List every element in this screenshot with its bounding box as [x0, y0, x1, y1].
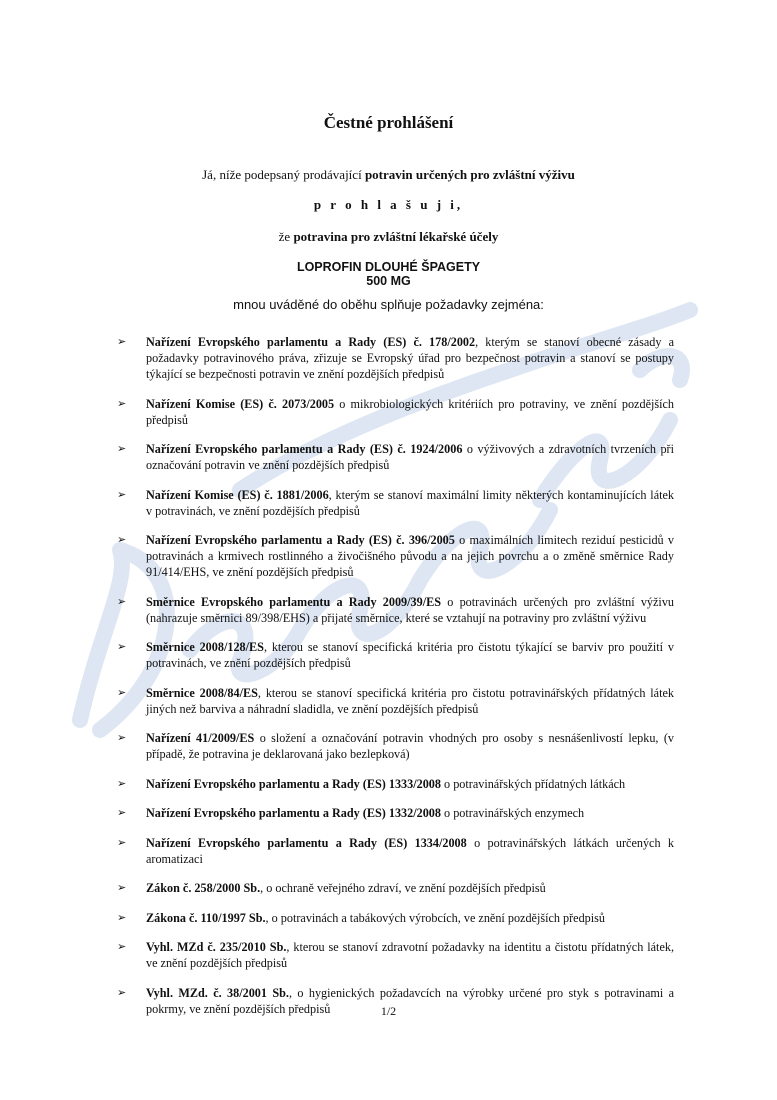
page-title: Čestné prohlášení — [323, 113, 454, 132]
list-item — [117, 835, 674, 867]
list-item — [117, 776, 674, 792]
regulation-description: , o hygienických požadavcích na výrobky určené pro styk s potravinami a pokrmy, ve znění pozdějších předpisů — [146, 985, 675, 1016]
arrow-bullet-icon: ➢ — [117, 533, 127, 546]
regulation-description: , kterým se stanoví maximální limity některých kontaminujících látek v potravinách, ve znění pozdějších předpisů — [146, 487, 674, 518]
list-item — [117, 396, 674, 428]
declarant-line — [0, 167, 777, 183]
arrow-bullet-icon: ➢ — [117, 487, 127, 501]
arrow-bullet-icon: ➢ — [117, 396, 127, 410]
regulation-title: Vyhl. MZd. č. 38/2001 Sb. — [146, 985, 289, 1000]
regulation-title: Nařízení Evropského parlamentu a Rady (ES) č. 396/2005 — [146, 533, 455, 547]
list-item — [117, 441, 674, 473]
regulation-title: Vyhl. MZd č. 235/2010 Sb. — [146, 940, 287, 954]
list-item — [117, 685, 674, 717]
arrow-bullet-icon: ➢ — [117, 442, 127, 455]
food-type-prefix: že — [278, 229, 294, 244]
arrow-bullet-icon: ➢ — [117, 881, 127, 894]
regulation-description: o potravinářských látkách určených k aromatizaci — [146, 835, 674, 866]
arrow-bullet-icon: ➢ — [117, 835, 127, 849]
regulation-description: o výživových a zdravotních tvrzeních při označování potravin ve znění pozdějších předpisů — [146, 442, 674, 472]
arrow-bullet-icon: ➢ — [117, 594, 127, 608]
list-item — [117, 334, 674, 382]
list-item — [117, 805, 674, 821]
arrow-bullet-icon: ➢ — [117, 685, 127, 699]
declarant-text: Já, níže podepsaný prodávající — [202, 167, 365, 182]
regulation-title: Směrnice 2008/84/ES — [146, 685, 258, 700]
regulation-description: , kterou se stanoví zdravotní požadavky na identitu a čistotu přídatných látek, ve znění pozdějších předpisů — [146, 940, 674, 970]
regulation-description: , o ochraně veřejného zdraví, ve znění pozdějších předpisů — [260, 881, 546, 895]
list-item — [117, 639, 674, 671]
regulation-title: Zákona č. 110/1997 Sb. — [146, 910, 266, 925]
regulation-description: o maximálních limitech reziduí pesticidů v potravinách a krmivech rostlinného a živočišného původu a na jejich povrchu a o změně směrnice Rady 91/414/EHS, ve znění pozdějších předpisů — [146, 533, 674, 579]
product-weight: 500 MG — [366, 274, 411, 288]
regulation-description: , kterým se stanoví obecné zásady a požadavky potravinového práva, zřizuje se Evropský úřad pro bezpečnost potravin a stanoví se postupy týkající se bezpečnosti potravin ve znění pozdějších předpisů — [146, 335, 674, 381]
regulation-description: o potravinářských enzymech — [441, 806, 585, 820]
regulation-title: Nařízení Evropského parlamentu a Rady (ES) č. 1924/2006 — [146, 442, 463, 456]
product-block — [0, 260, 777, 288]
regulation-description: , kterou se stanoví specifická kritéria pro čistotu potravinářských přídatných látek jiných než barviva a náhradní sladidla, ve znění pozdějších předpisů — [146, 685, 674, 716]
regulation-title: Nařízení Evropského parlamentu a Rady (ES) č. 178/2002 — [146, 335, 476, 349]
regulation-description: o mikrobiologických kritériích pro potraviny, ve znění pozdějších předpisů — [146, 396, 674, 427]
regulation-title: Nařízení Komise (ES) č. 2073/2005 — [146, 396, 335, 411]
regulation-title: Zákon č. 258/2000 Sb. — [146, 881, 261, 895]
list-item — [117, 939, 674, 971]
regulation-title: Nařízení 41/2009/ES — [146, 731, 255, 745]
arrow-bullet-icon: ➢ — [117, 985, 127, 999]
list-item — [117, 487, 674, 519]
regulation-title: Nařízení Evropského parlamentu a Rady (ES) 1332/2008 — [146, 806, 441, 820]
product-name: LOPROFIN DLOUHÉ ŠPAGETY — [296, 260, 481, 274]
food-type-bold: potravina pro zvláštní lékařské účely — [293, 229, 499, 244]
list-item — [117, 594, 674, 626]
regulation-description: o složení a označování potravin vhodných pro osoby s nesnášenlivostí lepku, (v případě, že potravina je deklarovaná jako bezlepková) — [146, 731, 674, 761]
page-number: 1/2 — [380, 1004, 397, 1018]
list-item — [117, 880, 674, 896]
arrow-bullet-icon: ➢ — [117, 335, 127, 348]
arrow-bullet-icon: ➢ — [117, 776, 127, 790]
list-item — [117, 532, 674, 580]
arrow-bullet-icon: ➢ — [117, 640, 127, 653]
regulation-title: Směrnice Evropského parlamentu a Rady 2009/39/ES — [146, 594, 442, 609]
arrow-bullet-icon: ➢ — [117, 806, 127, 819]
food-type-line — [0, 229, 777, 245]
arrow-bullet-icon: ➢ — [117, 910, 127, 924]
list-item — [117, 730, 674, 762]
regulation-description: , o potravinách a tabákových výrobcích, ve znění pozdějších předpisů — [265, 910, 605, 925]
regulation-title: Nařízení Evropského parlamentu a Rady (ES) 1333/2008 — [146, 776, 441, 791]
list-item — [117, 910, 674, 926]
regulation-description: , kterou se stanoví specifická kritéria pro čistotu týkající se barviv pro použití v potravinách, ve znění pozdějších předpisů — [146, 640, 674, 670]
regulation-description: o potravinářských přídatných látkách — [441, 776, 626, 791]
regulation-title: Nařízení Komise (ES) č. 1881/2006 — [146, 487, 329, 502]
regulations-list — [117, 334, 674, 1030]
requirements-lead: mnou uváděné do oběhu splňuje požadavky zejména: — [233, 297, 544, 312]
regulation-description: o potravinách určených pro zvláštní výživu (nahrazuje směrnici 89/398/EHS) a přijaté směrnice, které se vztahují na potraviny pro zvláštní výživu — [146, 594, 675, 625]
regulation-title: Směrnice 2008/128/ES — [146, 640, 264, 654]
arrow-bullet-icon: ➢ — [117, 940, 127, 953]
declaration-word: p r o h l a š u j i, — [313, 197, 464, 212]
declarant-bold-text: potravin určených pro zvláštní výživu — [364, 167, 575, 182]
arrow-bullet-icon: ➢ — [117, 731, 127, 744]
regulation-title: Nařízení Evropského parlamentu a Rady (ES) 1334/2008 — [146, 835, 467, 850]
